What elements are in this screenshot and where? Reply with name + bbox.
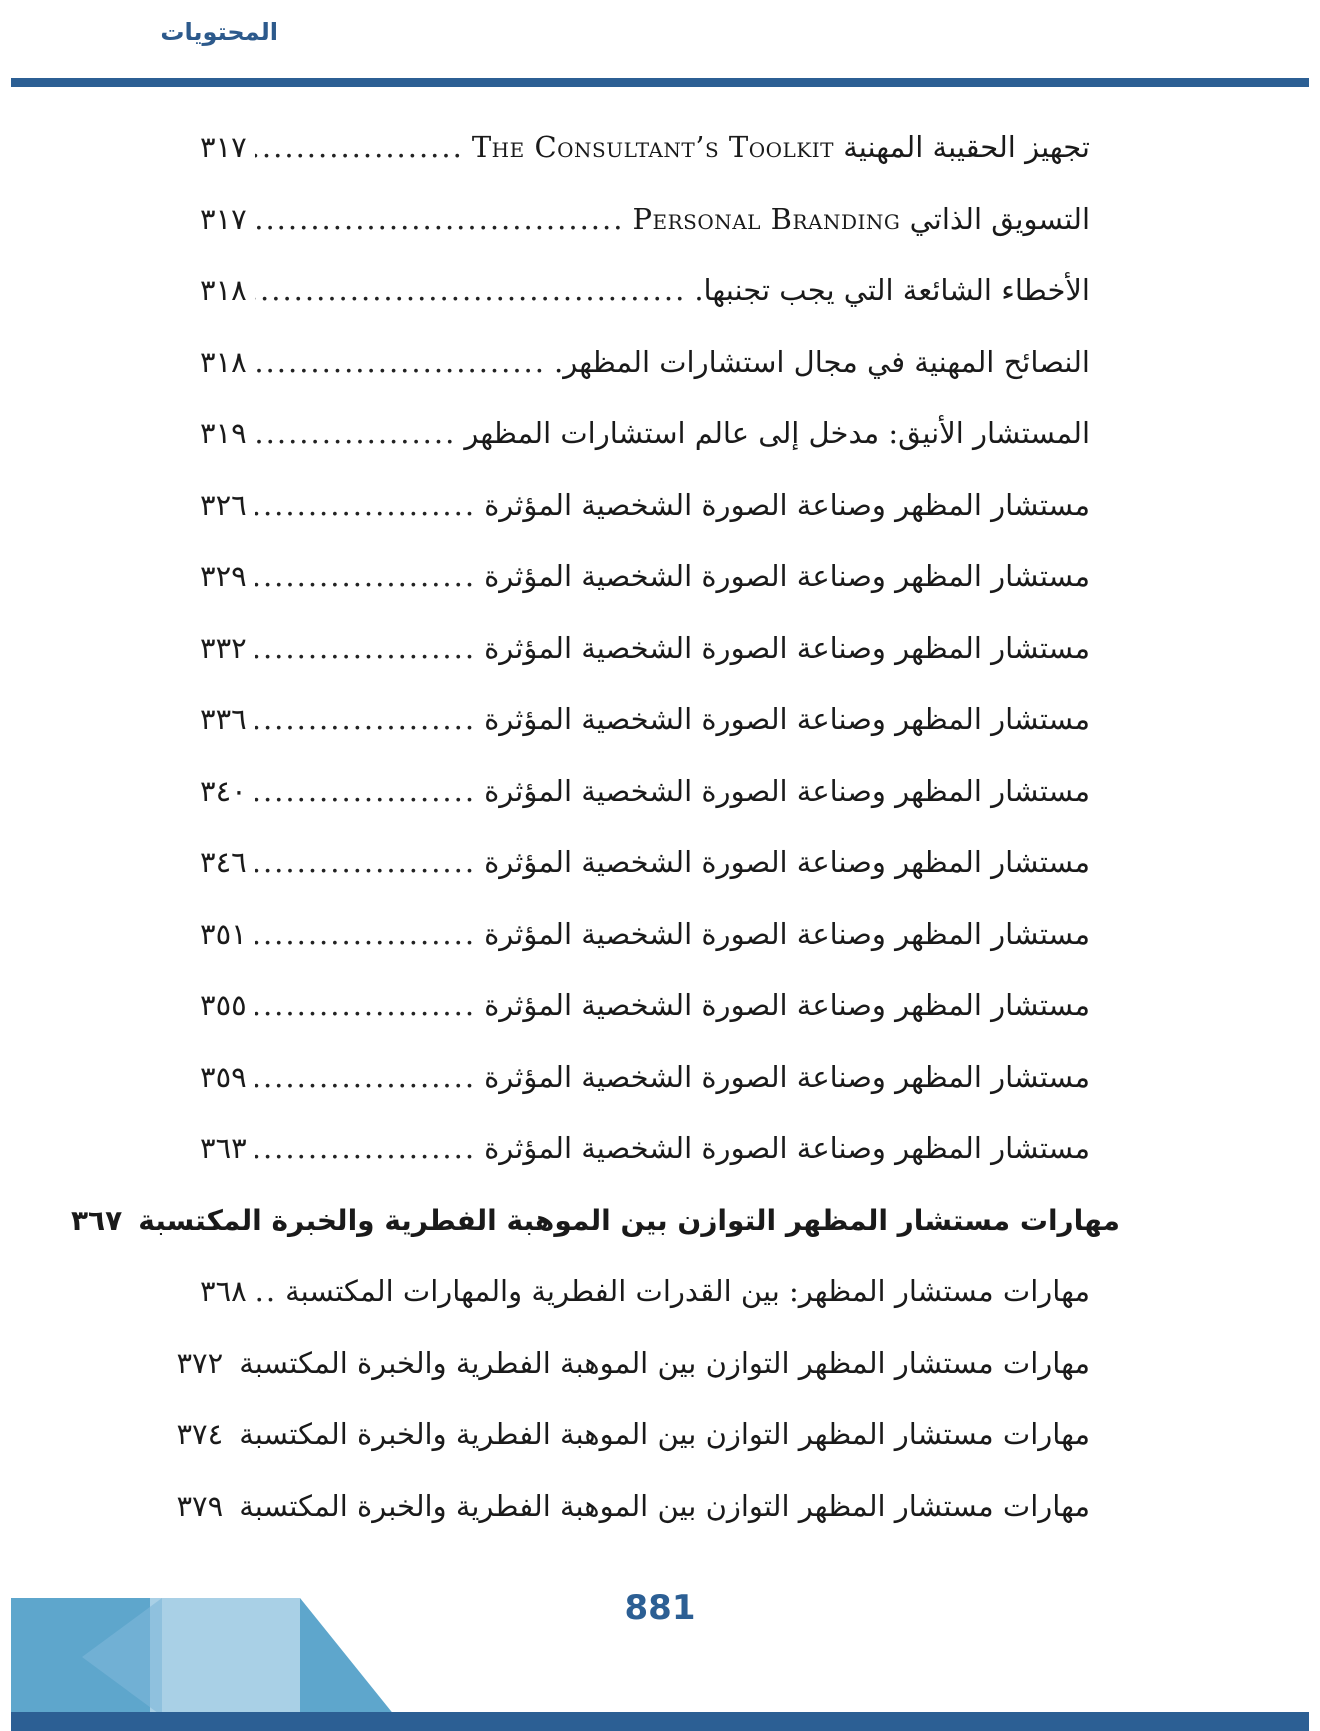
dot-leader	[255, 541, 476, 612]
toc-entry[interactable]	[200, 112, 1090, 184]
toc-entry-title-english: Personal Branding	[632, 201, 901, 236]
toc-entry-title	[694, 255, 1090, 326]
toc-entry-title	[138, 1185, 1120, 1256]
toc-entry-title	[239, 1328, 1090, 1399]
toc-entry[interactable]	[200, 756, 1090, 828]
toc-entry-title	[484, 899, 1090, 970]
toc-entry[interactable]	[200, 970, 1090, 1042]
toc-entry-title-arabic: التسويق الذاتي	[909, 201, 1090, 236]
toc-entry-title-arabic: مستشار المظهر وصناعة الصورة الشخصية المؤثرة	[484, 916, 1090, 951]
toc-entry-page: ٣٢٦	[200, 487, 247, 522]
toc-entry-page: ٣٢٩	[200, 559, 247, 593]
toc-entry-page: ٣٧٤	[176, 1417, 224, 1451]
toc-entry-page: ٣١٩	[200, 416, 247, 450]
toc-entry-title-arabic: مهارات مستشار المظهر التوازن بين الموهبة الفطرية والخبرة المكتسبة	[138, 1203, 1120, 1237]
toc-entry[interactable]	[200, 827, 1090, 899]
dot-leader	[255, 255, 687, 326]
toc-entry[interactable]	[200, 613, 1090, 685]
footer-band-light	[150, 1598, 300, 1716]
dot-leader	[255, 470, 476, 541]
toc-entry-page: ٣٦٣	[200, 1131, 247, 1165]
dot-leader	[255, 184, 625, 255]
toc-entry[interactable]	[200, 327, 1090, 399]
toc-entry-title-arabic: مهارات مستشار المظهر: بين القدرات الفطرية والمهارات المكتسبة	[285, 1274, 1090, 1308]
toc-entry[interactable]	[200, 1113, 1090, 1185]
toc-entry-title	[484, 756, 1090, 827]
toc-entry-title-arabic: مستشار المظهر وصناعة الصورة الشخصية المؤثرة	[484, 630, 1090, 665]
toc-chapter-entry[interactable]	[70, 1185, 1120, 1257]
toc-entry[interactable]	[200, 684, 1090, 756]
toc-entry-title-arabic: الأخطاء الشائعة التي يجب تجنبها.	[694, 273, 1090, 307]
toc-entry-page: ٣١٧	[200, 201, 247, 236]
toc-entry-page: ٣٣٦	[200, 702, 247, 736]
page-title: المحتويات	[160, 18, 278, 46]
page-number: 881	[624, 1588, 696, 1628]
toc-entry-page: ٣٤٦	[200, 845, 247, 879]
toc-entry-page: ٣١٧	[200, 130, 247, 164]
dot-leader	[255, 112, 464, 183]
toc-entry-page: ٣١٨	[200, 344, 247, 379]
toc-entry-page: ٣٧٢	[176, 1345, 224, 1380]
dot-leader	[255, 1042, 476, 1113]
toc-entry-title	[554, 327, 1090, 398]
toc-entry[interactable]	[176, 1399, 1090, 1471]
toc-entry-page: ٣٦٧	[70, 1203, 123, 1237]
toc-entry[interactable]	[200, 398, 1090, 470]
toc-entry-title	[472, 112, 1090, 183]
toc-entry-title-arabic: النصائح المهنية في مجال استشارات المظهر.	[554, 344, 1090, 379]
toc-entry-page: ٣٥٩	[200, 1059, 247, 1094]
toc-entry-title	[464, 398, 1090, 469]
footer-white-shape	[300, 1598, 1309, 1716]
toc-entry[interactable]	[176, 1328, 1090, 1400]
toc-entry-title-english: The Consultant’s Toolkit	[471, 130, 835, 164]
dot-leader	[255, 1113, 476, 1184]
dot-leader	[255, 684, 476, 755]
toc-entry[interactable]	[200, 184, 1090, 256]
footer-rule	[11, 1712, 1309, 1731]
toc-entry-page: ٣٧٩	[176, 1488, 224, 1523]
dot-leader	[255, 970, 476, 1041]
toc-entry-title	[285, 1256, 1090, 1327]
dot-leader	[255, 1256, 277, 1327]
toc-entry-title-arabic: مستشار المظهر وصناعة الصورة الشخصية المؤثرة	[484, 702, 1090, 736]
toc-entry-page: ٣٥١	[200, 916, 247, 951]
toc-entry-title-arabic: المستشار الأنيق: مدخل إلى عالم استشارات المظهر	[464, 416, 1090, 450]
toc-entry-page: ٣٤٠	[200, 773, 247, 808]
toc-entry-title	[484, 827, 1090, 898]
dot-leader	[255, 756, 476, 827]
toc-entry-page: ٣٣٢	[200, 630, 247, 665]
toc-entry[interactable]	[200, 470, 1090, 542]
toc-entry-page: ٣٦٨	[200, 1274, 247, 1308]
toc-entry-title-arabic: مستشار المظهر وصناعة الصورة الشخصية المؤثرة	[484, 559, 1090, 593]
toc-entry-title	[632, 184, 1090, 255]
toc-entry[interactable]	[200, 1256, 1090, 1328]
toc-entry[interactable]	[200, 541, 1090, 613]
toc-entry-title	[239, 1471, 1090, 1542]
toc-entry-title-arabic: مستشار المظهر وصناعة الصورة الشخصية المؤثرة	[484, 1059, 1090, 1094]
toc-entry[interactable]	[176, 1471, 1090, 1543]
toc-entry-title	[484, 684, 1090, 755]
toc-entry-title-arabic: مستشار المظهر وصناعة الصورة الشخصية المؤثرة	[484, 487, 1090, 522]
dot-leader	[255, 899, 476, 970]
dot-leader	[255, 398, 457, 469]
toc-entry-page: ٣١٨	[200, 273, 247, 307]
header-rule	[11, 78, 1309, 87]
toc-entry[interactable]	[200, 255, 1090, 327]
toc-entry-title	[484, 1042, 1090, 1113]
toc-entry-title-arabic: مستشار المظهر وصناعة الصورة الشخصية المؤثرة	[484, 1131, 1090, 1165]
toc-entry-title-arabic: تجهيز الحقيبة المهنية	[843, 130, 1090, 164]
toc-entry-title-arabic: مستشار المظهر وصناعة الصورة الشخصية المؤثرة	[484, 988, 1090, 1022]
toc-entry-title	[484, 541, 1090, 612]
toc-entry-title-arabic: مهارات مستشار المظهر التوازن بين الموهبة الفطرية والخبرة المكتسبة	[239, 1417, 1090, 1451]
toc-entry-title-arabic: مهارات مستشار المظهر التوازن بين الموهبة الفطرية والخبرة المكتسبة	[239, 1488, 1090, 1523]
dot-leader	[255, 327, 546, 398]
toc-entry[interactable]	[200, 899, 1090, 971]
toc-entry-title	[484, 470, 1090, 541]
toc-entry-title	[484, 970, 1090, 1041]
toc-entry-title-arabic: مستشار المظهر وصناعة الصورة الشخصية المؤثرة	[484, 845, 1090, 879]
toc-entry[interactable]	[200, 1042, 1090, 1114]
toc-entry-title	[239, 1399, 1090, 1470]
toc-entry-page: ٣٥٥	[200, 988, 247, 1022]
toc-entry-title	[484, 613, 1090, 684]
toc-entry-title-arabic: مهارات مستشار المظهر التوازن بين الموهبة الفطرية والخبرة المكتسبة	[239, 1345, 1090, 1380]
table-of-contents	[70, 112, 1120, 1542]
dot-leader	[255, 613, 476, 684]
dot-leader	[255, 827, 476, 898]
toc-entry-title-arabic: مستشار المظهر وصناعة الصورة الشخصية المؤثرة	[484, 773, 1090, 808]
toc-entry-title	[484, 1113, 1090, 1184]
